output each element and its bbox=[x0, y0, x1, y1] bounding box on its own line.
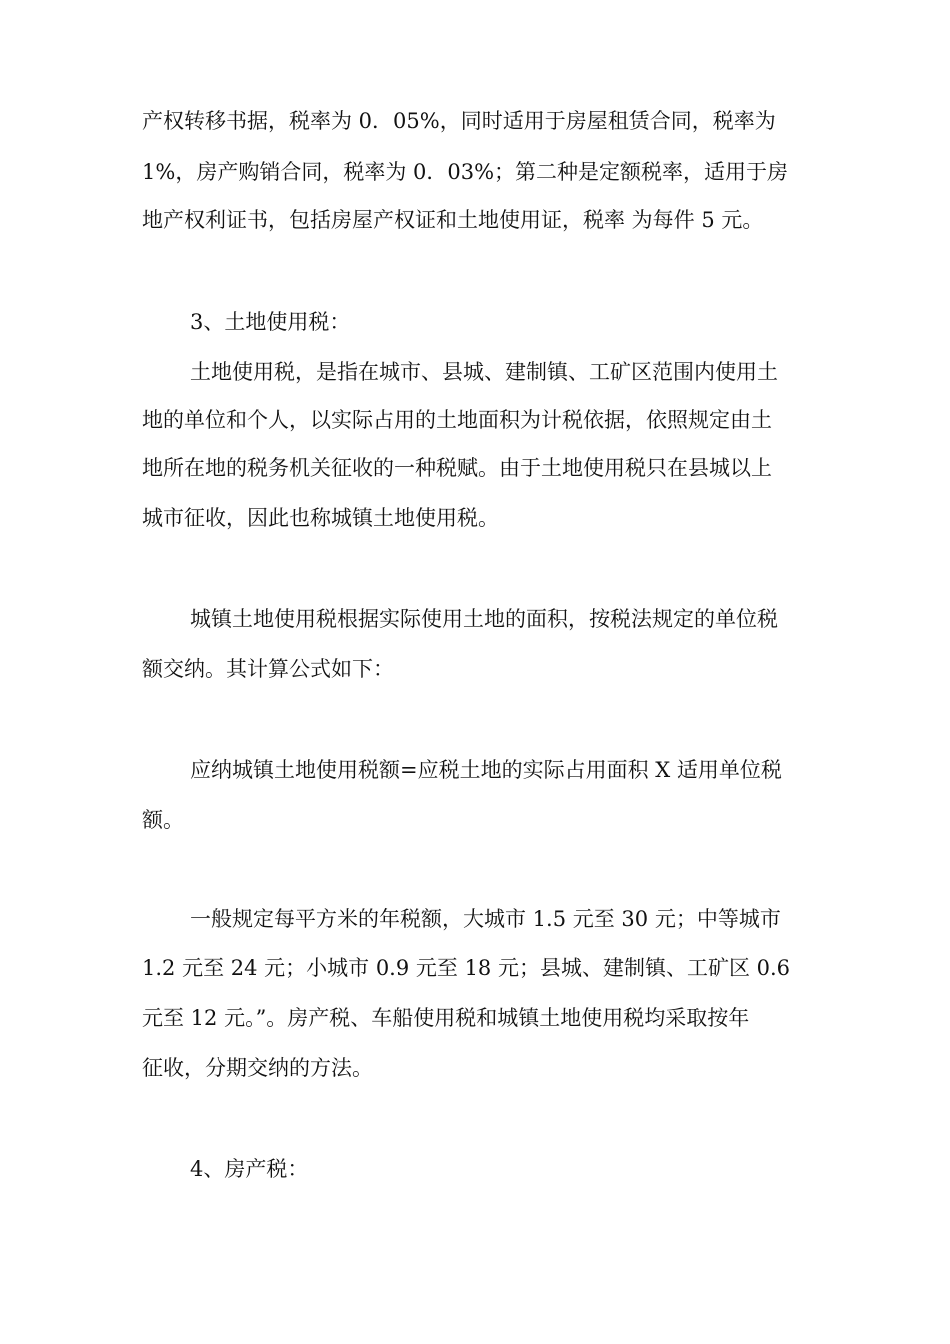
text-line: 1%，房产购销合同，税率为 0．03%；第二种是定额税率，适用于房 bbox=[142, 160, 789, 184]
text-line: 地的单位和个人，以实际占用的土地面积为计税依据，依照规定由土 bbox=[142, 408, 772, 432]
section-heading: 3、土地使用税： bbox=[190, 310, 351, 334]
text-line: 地所在地的税务机关征收的一种税赋。由于土地使用税只在县城以上 bbox=[142, 456, 772, 480]
text-line: 城市征收，因此也称城镇土地使用税。 bbox=[142, 506, 499, 530]
text-line: 元至 12 元。”。房产税、车船使用税和城镇土地使用税均采取按年 bbox=[142, 1006, 750, 1030]
text-line: 产权转移书据，税率为 0．05%，同时适用于房屋租赁合同，税率为 bbox=[142, 109, 776, 133]
text-line: 征收，分期交纳的方法。 bbox=[142, 1056, 373, 1080]
text-line: 额交纳。其计算公式如下： bbox=[142, 657, 394, 681]
text-line: 1.2 元至 24 元；小城市 0.9 元至 18 元；县城、建制镇、工矿区 0.6 bbox=[142, 956, 791, 980]
section-heading: 4、房产税： bbox=[190, 1157, 309, 1181]
text-line: 土地使用税，是指在城市、县城、建制镇、工矿区范围内使用土 bbox=[190, 360, 778, 384]
formula-line: 应纳城镇土地使用税额=应税土地的实际占用面积 X 适用单位税 bbox=[190, 758, 782, 782]
text-line: 地产权利证书，包括房屋产权证和土地使用证，税率 为每件 5 元。 bbox=[142, 208, 764, 232]
text-line: 一般规定每平方米的年税额，大城市 1.5 元至 30 元；中等城市 bbox=[190, 907, 781, 931]
formula-line: 额。 bbox=[142, 808, 184, 832]
text-line: 城镇土地使用税根据实际使用土地的面积，按税法规定的单位税 bbox=[190, 607, 778, 631]
